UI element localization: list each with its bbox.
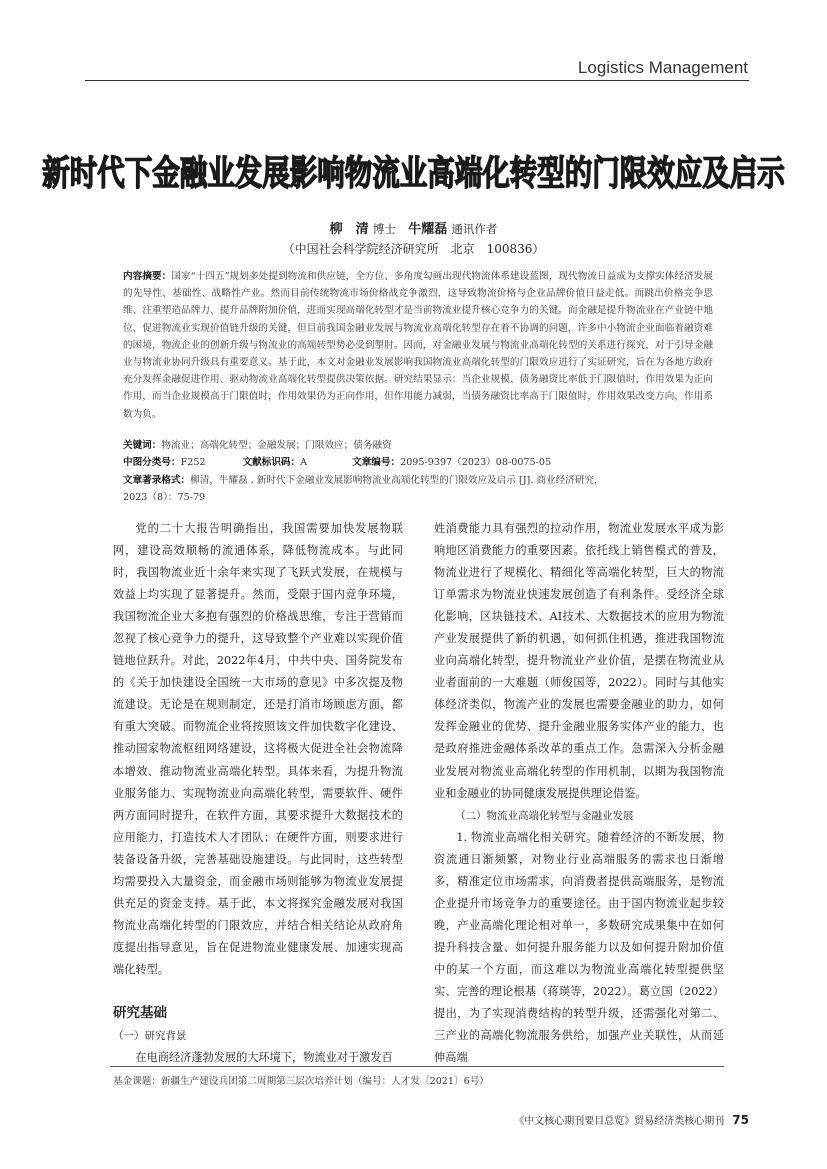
section-heading: 研究基础 [113, 1004, 167, 1021]
page-footer [514, 1112, 749, 1127]
right-column [434, 518, 724, 1069]
subsection-heading: （二）物流业高端化转型与金融业发展 [455, 809, 634, 822]
affiliation: （中国社会科学院经济研究所 北京 100836） [282, 242, 545, 256]
abstract-text: 国家“十四五”规划多处提到物流和供应链，全方位、多角度勾画出现代物流体系建设蓝图，现代物流日益成为支撑实体经济发展的先导性、基础性、战略性产业。然而目前传统物流市场价格战竞争激烈，这导致物流价格与企业品牌价值日益走低。而跳出价格竞争思维、注重塑造品牌力、提升品牌附加价值，进而实现高端化转型才是当前物流业提升核心竞争力的关键。而金融是提升物流业在产业链中地位、促进物流业实现价值链升级的关键，但目前我国金融业发展与物流业高端化转型存在着不协调的问题，许多中小物流企业面临着融资难的困境，物流企业的创新升级与物流业的高端转型势必受到掣肘。因而，对金融业发展与物流业高端化转型的关系进行探究，对于引导金融业与物流业协同升级具有重要意义。基于此，本文对金融业发展影响我国物流业高端化转型的门限效应进行了实证研究，旨在为各地方政府充分发挥金融促进作用、驱动物流业高端化转型提供决策依据。研究结果显示：当企业规模、债务融资比率低于门限值时，作用效果为正向作用，而当企业规模高于门限值时，作用效果仍为正向作用，但作用能力减弱，当债务融资比率高于门限值时，作用效果改变方向，作用系数为负。 [123, 271, 713, 420]
author-line [0, 218, 827, 237]
header-rule [85, 80, 749, 81]
citation-text-2: 2023（8）：75-79 [123, 492, 206, 503]
doc-value: A [300, 457, 308, 468]
left-column [113, 518, 403, 1069]
paragraph: 姓消费能力具有强烈的拉动作用，物流业发展水平成为影响地区消费能力的重要因素。依托线上销售模式的普及，物流业进行了规模化、精细化等高端化转型，巨大的物流订单需求为物流业快速发展创造了有利条件。受经济全球化影响，区块链技术、AI技术、大数据技术的应用为物流产业发展提供了新的机遇，如何抓住机遇，推进我国物流业向高端化转型，提升物流业产业价值，是摆在物流业从业者面前的一大难题（师俊国等，2022）。同时与其他实体经济类似，物流产业的发展也需要金融业的助力，如何发挥金融业的优势、提升金融业服务实体产业的能力，也是政府推进金融体系改革的重点工作。急需深入分析金融业发展对物流业高端化转型的作用机制，以期为我国物流业和金融业的协同健康发展提供理论借鉴。 [434, 522, 724, 800]
article-title: 新时代下金融业发展影响物流业高端化转型的门限效应及启示 [42, 153, 785, 194]
subsection-heading: （一）研究背景 [113, 1029, 187, 1042]
clc-label: 中图分类号： [123, 457, 181, 468]
keywords-text: 物流业；高端化转型；金融发展；门限效应；债务融资 [161, 440, 392, 451]
keywords-label: 关键词： [123, 440, 162, 451]
citation-text: 柳清，牛耀磊 . 新时代下金融业发展影响物流业高端化转型的门限效应及启示 [J]. 商业经济研究， [190, 475, 604, 486]
abstract [123, 268, 713, 423]
paragraph: 在电商经济蓬勃发展的大环境下，物流业对于激发百 [135, 1050, 393, 1064]
article-label: 文章编号： [352, 457, 401, 468]
funding-note: 基金课题：新疆生产建设兵团第二周期第三层次培养计划（编号：人才发〔2021〕6号） [113, 1076, 489, 1087]
author-2-role: 通讯作者 [451, 222, 498, 236]
author-1-role: 博士 [372, 222, 396, 236]
abstract-label: 内容摘要： [123, 271, 172, 282]
page-number: 75 [732, 1113, 749, 1127]
paragraph: 党的二十大报告明确指出，我国需要加快发展物联网，建设高效顺畅的流通体系，降低物流成本。与此同时，我国物流业近十余年来实现了飞跃式发展，在规模与效益上均实现了显著提升。然而，受限于国内竞争环境，我国物流企业大多抱有强烈的价格战思维，专注于营销而忽视了核心竞争力的提升，这导致整个产业难以实现价值链地位跃升。对此，2022年4月，中共中央、国务院发布的《关于加快建设全国统一大市场的意见》中多次提及物流建设。无论是在规则制定，还是打消市场顾虑方面，都有重大突破。而物流企业将按照该文件加快数字化建设、推动国家物流枢纽网络建设，这将极大促进全社会物流降本增效、推动物流业高端化转型。具体来看，为提升物流业服务能力、实现物流业向高端化转型，需要软件、硬件两方面同时提升，在软件方面，其要求提升大数据技术的应用能力，打造技术人才团队；在硬件方面，则要求进行装备设备升级，完善基础设施建设。与此同时，这些转型均需要投入大量资金，而金融市场则能够为物流业发展提供充足的资金支持。基于此，本文将探究金融发展对我国物流业高端化转型的门限效应，并结合相关结论从政府角度提出指导意见，旨在促进物流业健康发展、加速实现高端化转型。 [113, 522, 403, 976]
citation [123, 472, 723, 506]
article-value: 2095-9397（2023）08-0075-05 [400, 457, 552, 468]
doc-label: 文献标识码： [242, 457, 301, 468]
author-1: 柳 清 [329, 222, 369, 237]
keywords [123, 437, 723, 454]
citation-label: 文章著录格式： [123, 475, 191, 486]
clc-value: F252 [180, 457, 206, 468]
footnote-rule [110, 1066, 724, 1067]
author-2: 牛耀磊 [408, 222, 448, 237]
paragraph: 1. 物流业高端化相关研究。随着经济的不断发展，物资流通日渐频繁，对物业行业高端服务的需求也日渐增多，精准定位市场需求，向消费者提供高端服务，是物流企业提升市场竞争力的重要途径。由于国内物流业起步较晚，产业高端化理论相对单一，多数研究成果集中在如何提升科技含量、如何提升服务能力以及如何提升附加价值中的某一个方面，而这难以为物流业高端化转型提供坚实、完善的理论根基（蒋瑛等，2022）。葛立国（2022）提出，为了实现消费结构的转型升级，还需强化对第二、三产业的高端化物流服务供给，加强产业关联性，从而延伸高端 [434, 830, 724, 1065]
classification-line [123, 454, 723, 471]
journal-name: 《中文核心期刊要目总览》贸易经济类核心期刊 [514, 1116, 725, 1127]
section-label: Logistics Management [577, 58, 748, 77]
